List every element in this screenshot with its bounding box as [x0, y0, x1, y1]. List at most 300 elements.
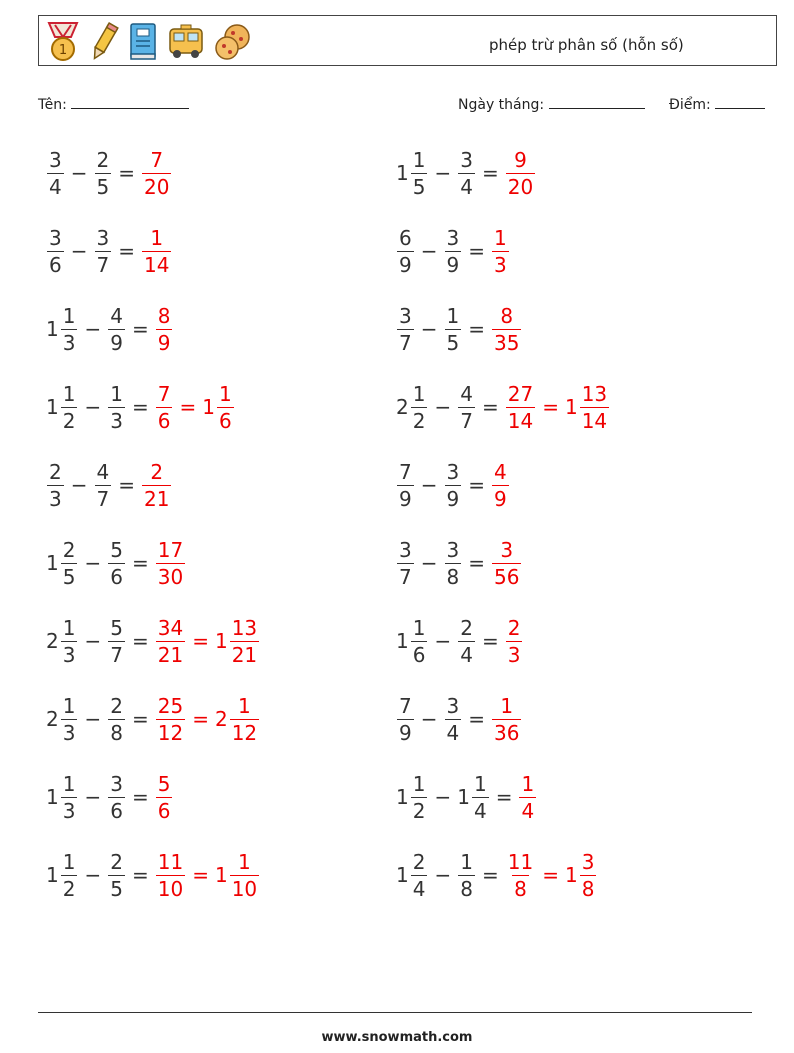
- fraction: [411, 615, 428, 667]
- name-blank[interactable]: [71, 94, 189, 109]
- fraction: [580, 849, 597, 901]
- numerator: 1: [62, 771, 76, 796]
- fraction: [458, 849, 475, 901]
- numerator: 1: [62, 849, 76, 874]
- denominator: 6: [49, 252, 62, 277]
- fraction: [458, 381, 475, 433]
- numerator: 2: [460, 615, 473, 640]
- answer: [505, 849, 598, 901]
- denominator: 30: [157, 564, 184, 589]
- fraction: [506, 147, 535, 199]
- fraction: [142, 459, 171, 511]
- equals-sign: =: [468, 317, 485, 341]
- numerator: 3: [399, 537, 412, 562]
- fraction: [458, 615, 475, 667]
- numerator: 2: [110, 693, 123, 718]
- numerator: 1: [460, 849, 473, 874]
- minus-sign: −: [420, 239, 438, 263]
- fraction: [108, 849, 125, 901]
- denominator: 7: [399, 330, 412, 355]
- numerator: 1: [150, 225, 164, 250]
- numerator: 1: [110, 381, 123, 406]
- denominator: 10: [157, 876, 184, 901]
- problem-row: [46, 299, 173, 359]
- denominator: 4: [446, 720, 460, 745]
- numerator: 3: [446, 225, 460, 250]
- denominator: 14: [581, 408, 608, 433]
- score-label: Điểm:: [669, 97, 711, 113]
- equals-sign: =: [468, 473, 485, 497]
- denominator: 5: [412, 174, 426, 199]
- denominator: 21: [157, 642, 184, 667]
- numerator: 5: [157, 771, 171, 796]
- numerator: 11: [507, 849, 534, 874]
- whole-number: 1: [564, 863, 578, 887]
- equals-sign: =: [118, 473, 135, 497]
- denominator: 14: [507, 408, 534, 433]
- whole-number: 1: [214, 629, 228, 653]
- denominator: 2: [62, 876, 76, 901]
- school-bus-icon: [167, 21, 205, 63]
- denominator: 14: [144, 252, 170, 277]
- problem-row: [396, 299, 522, 359]
- date-field[interactable]: [458, 94, 645, 113]
- fraction: [108, 615, 125, 667]
- fraction: [397, 303, 414, 355]
- problem-row: [46, 143, 172, 203]
- whole-number: 1: [202, 395, 215, 419]
- answer: [505, 615, 524, 667]
- problem-row: [46, 533, 186, 593]
- fraction: [445, 537, 462, 589]
- numerator: 2: [49, 459, 62, 484]
- fraction: [156, 537, 185, 589]
- minus-sign: −: [434, 863, 452, 887]
- book-icon: [127, 21, 159, 63]
- denominator: 3: [494, 252, 507, 277]
- problem-row: [396, 455, 510, 515]
- minus-sign: −: [84, 395, 102, 419]
- numerator: 3: [399, 303, 412, 328]
- fraction: [156, 771, 173, 823]
- fraction: [445, 225, 462, 277]
- fraction: [95, 147, 112, 199]
- numerator: 1: [238, 849, 251, 874]
- problem-row: [396, 767, 537, 827]
- answer: [155, 381, 235, 433]
- numerator: 7: [150, 147, 164, 172]
- numerator: 2: [150, 459, 164, 484]
- date-label: Ngày tháng:: [458, 97, 545, 113]
- answer: [155, 693, 260, 745]
- fraction: [156, 693, 185, 745]
- whole-number: 2: [214, 707, 228, 731]
- numerator: 1: [62, 303, 76, 328]
- name-field[interactable]: [38, 94, 189, 113]
- worksheet-title: phép trừ phân số (hỗn số): [489, 36, 684, 54]
- answer: [491, 459, 510, 511]
- fraction: [61, 537, 78, 589]
- fraction: [108, 381, 125, 433]
- equals-sign: =: [131, 317, 149, 341]
- equals-sign: =: [131, 707, 149, 731]
- fraction: [411, 849, 428, 901]
- answer: [505, 381, 610, 433]
- denominator: 9: [399, 252, 412, 277]
- minus-sign: −: [84, 317, 102, 341]
- equals-sign: =: [118, 161, 135, 185]
- whole-number: 2: [396, 395, 409, 419]
- equals-sign: =: [542, 395, 559, 419]
- denominator: 6: [110, 798, 123, 823]
- numerator: 5: [110, 615, 123, 640]
- denominator: 5: [62, 564, 76, 589]
- numerator: 4: [96, 459, 110, 484]
- fraction: [519, 771, 536, 823]
- equals-sign: =: [131, 863, 149, 887]
- denominator: 20: [144, 174, 170, 199]
- fraction: [61, 381, 78, 433]
- fraction: [492, 459, 509, 511]
- denominator: 8: [446, 564, 460, 589]
- denominator: 9: [494, 486, 507, 511]
- denominator: 7: [399, 564, 412, 589]
- fraction: [142, 147, 171, 199]
- fraction: [61, 693, 78, 745]
- whole-number: 1: [396, 785, 409, 809]
- denominator: 7: [110, 642, 123, 667]
- equals-sign: =: [481, 395, 499, 419]
- whole-number: 1: [46, 551, 59, 575]
- numerator: 2: [62, 537, 76, 562]
- answer: [491, 225, 510, 277]
- minus-sign: −: [84, 707, 102, 731]
- equals-sign: =: [468, 239, 485, 263]
- problem-row: [396, 533, 522, 593]
- denominator: 35: [494, 330, 520, 355]
- fraction: [108, 693, 125, 745]
- numerator: 9: [514, 147, 527, 172]
- numerator: 3: [110, 771, 123, 796]
- denominator: 3: [507, 642, 521, 667]
- numerator: 13: [581, 381, 608, 406]
- numerator: 1: [446, 303, 460, 328]
- score-blank[interactable]: [715, 94, 765, 109]
- denominator: 8: [514, 876, 527, 901]
- denominator: 4: [412, 876, 426, 901]
- minus-sign: −: [84, 785, 102, 809]
- denominator: 6: [412, 642, 426, 667]
- answer: [141, 459, 172, 511]
- denominator: 10: [231, 876, 258, 901]
- denominator: 6: [218, 408, 232, 433]
- denominator: 6: [157, 408, 171, 433]
- problem-row: [46, 455, 172, 515]
- icon-strip: [45, 20, 253, 64]
- numerator: 1: [494, 225, 507, 250]
- fraction: [108, 537, 125, 589]
- fraction: [411, 771, 428, 823]
- fraction: [230, 693, 259, 745]
- fraction: [506, 849, 535, 901]
- numerator: 1: [62, 615, 76, 640]
- fraction: [492, 225, 509, 277]
- problem-row: [46, 689, 260, 749]
- denominator: 9: [446, 252, 460, 277]
- numerator: 1: [412, 381, 426, 406]
- denominator: 12: [231, 720, 258, 745]
- numerator: 3: [49, 147, 62, 172]
- denominator: 8: [460, 876, 473, 901]
- numerator: 27: [507, 381, 534, 406]
- minus-sign: −: [70, 239, 88, 263]
- equals-sign: =: [481, 161, 499, 185]
- score-field[interactable]: [669, 94, 765, 113]
- minus-sign: −: [434, 629, 452, 653]
- fraction: [230, 615, 259, 667]
- numerator: 1: [62, 693, 76, 718]
- fraction: [492, 537, 521, 589]
- whole-number: 1: [46, 317, 59, 341]
- whole-number: 2: [46, 707, 59, 731]
- denominator: 5: [96, 174, 110, 199]
- denominator: 36: [494, 720, 520, 745]
- denominator: 3: [62, 642, 76, 667]
- numerator: 3: [49, 225, 62, 250]
- denominator: 21: [231, 642, 258, 667]
- fraction: [445, 303, 462, 355]
- whole-number: 1: [214, 863, 228, 887]
- numerator: 7: [157, 381, 171, 406]
- problem-row: [396, 611, 523, 671]
- fraction: [458, 147, 475, 199]
- answer: [505, 147, 536, 199]
- numerator: 2: [507, 615, 521, 640]
- equals-sign: =: [131, 785, 149, 809]
- denominator: 9: [399, 720, 412, 745]
- denominator: 6: [157, 798, 171, 823]
- problem-row: [396, 689, 522, 749]
- minus-sign: −: [434, 785, 452, 809]
- numerator: 6: [399, 225, 412, 250]
- equals-sign: =: [131, 395, 149, 419]
- equals-sign: =: [542, 863, 559, 887]
- denominator: 20: [507, 174, 534, 199]
- fraction: [108, 771, 125, 823]
- equals-sign: =: [118, 239, 135, 263]
- problem-row: [46, 221, 172, 281]
- fraction: [411, 147, 428, 199]
- numerator: 13: [231, 615, 258, 640]
- numerator: 7: [399, 693, 412, 718]
- equals-sign: =: [192, 863, 209, 887]
- whole-number: 1: [46, 785, 59, 809]
- whole-number: 1: [396, 863, 409, 887]
- fraction: [411, 381, 428, 433]
- minus-sign: −: [420, 551, 438, 575]
- problem-row: [396, 143, 536, 203]
- fraction: [397, 537, 414, 589]
- numerator: 5: [110, 537, 123, 562]
- denominator: 8: [581, 876, 595, 901]
- fraction: [156, 303, 173, 355]
- numerator: 4: [110, 303, 123, 328]
- fraction: [506, 381, 535, 433]
- denominator: 3: [49, 486, 62, 511]
- equals-sign: =: [468, 551, 485, 575]
- fraction: [156, 615, 185, 667]
- denominator: 3: [62, 330, 76, 355]
- fraction: [445, 693, 462, 745]
- denominator: 9: [157, 330, 171, 355]
- fraction: [61, 303, 78, 355]
- answer: [491, 537, 522, 589]
- numerator: 1: [218, 381, 232, 406]
- numerator: 3: [96, 225, 110, 250]
- denominator: 4: [460, 642, 473, 667]
- denominator: 8: [110, 720, 123, 745]
- answer: [141, 147, 172, 199]
- minus-sign: −: [70, 161, 88, 185]
- denominator: 12: [157, 720, 184, 745]
- denominator: 21: [144, 486, 170, 511]
- problem-row: [396, 845, 597, 905]
- cookie-icon: [213, 21, 253, 63]
- denominator: 7: [96, 252, 110, 277]
- footer-url: www.snowmath.com: [321, 1030, 473, 1045]
- numerator: 7: [399, 459, 412, 484]
- denominator: 2: [412, 798, 426, 823]
- denominator: 9: [110, 330, 123, 355]
- medal-icon: [45, 21, 81, 63]
- denominator: 2: [412, 408, 426, 433]
- minus-sign: −: [434, 395, 452, 419]
- minus-sign: −: [420, 473, 438, 497]
- numerator: 2: [96, 147, 110, 172]
- fraction: [61, 771, 78, 823]
- numerator: 1: [500, 693, 514, 718]
- denominator: 6: [110, 564, 123, 589]
- answer: [155, 849, 260, 901]
- denominator: 4: [49, 174, 62, 199]
- answer: [155, 537, 186, 589]
- footer-divider: [38, 1012, 752, 1013]
- fraction: [95, 225, 112, 277]
- fraction: [61, 849, 78, 901]
- numerator: 3: [500, 537, 514, 562]
- problem-row: [396, 221, 510, 281]
- answer: [155, 303, 174, 355]
- problem-row: [46, 377, 235, 437]
- numerator: 11: [157, 849, 184, 874]
- minus-sign: −: [420, 317, 438, 341]
- answer: [155, 615, 260, 667]
- fraction: [230, 849, 259, 901]
- equals-sign: =: [131, 629, 149, 653]
- denominator: 56: [494, 564, 520, 589]
- fraction: [397, 693, 414, 745]
- denominator: 3: [62, 798, 76, 823]
- problem-row: [46, 767, 173, 827]
- denominator: 7: [460, 408, 473, 433]
- fraction: [95, 459, 112, 511]
- name-label: Tên:: [38, 97, 67, 113]
- answer: [491, 693, 522, 745]
- denominator: 9: [399, 486, 412, 511]
- numerator: 2: [110, 849, 123, 874]
- minus-sign: −: [420, 707, 438, 731]
- date-blank[interactable]: [549, 94, 645, 109]
- denominator: 2: [62, 408, 76, 433]
- fraction: [108, 303, 125, 355]
- numerator: 1: [473, 771, 487, 796]
- denominator: 4: [521, 798, 535, 823]
- equals-sign: =: [192, 629, 209, 653]
- fraction: [47, 225, 64, 277]
- fraction: [492, 693, 521, 745]
- svg-text:1: 1: [58, 43, 68, 58]
- denominator: 4: [460, 174, 473, 199]
- equals-sign: =: [481, 629, 499, 653]
- answer: [518, 771, 537, 823]
- numerator: 4: [494, 459, 507, 484]
- whole-number: 1: [46, 863, 59, 887]
- numerator: 1: [412, 147, 426, 172]
- answer: [491, 303, 522, 355]
- numerator: 1: [412, 771, 426, 796]
- numerator: 1: [62, 381, 76, 406]
- numerator: 1: [521, 771, 535, 796]
- fraction: [492, 303, 521, 355]
- whole-number: 1: [457, 785, 470, 809]
- denominator: 4: [473, 798, 487, 823]
- numerator: 4: [460, 381, 473, 406]
- denominator: 3: [62, 720, 76, 745]
- numerator: 8: [500, 303, 514, 328]
- minus-sign: −: [84, 551, 102, 575]
- minus-sign: −: [84, 629, 102, 653]
- denominator: 9: [446, 486, 460, 511]
- problem-row: [396, 377, 610, 437]
- fraction: [217, 381, 234, 433]
- equals-sign: =: [131, 551, 149, 575]
- minus-sign: −: [434, 161, 452, 185]
- whole-number: 1: [396, 629, 409, 653]
- equals-sign: =: [495, 785, 513, 809]
- whole-number: 1: [396, 161, 409, 185]
- fraction: [506, 615, 523, 667]
- problem-row: [46, 845, 260, 905]
- numerator: 3: [581, 849, 595, 874]
- fraction: [580, 381, 609, 433]
- minus-sign: −: [84, 863, 102, 887]
- whole-number: 2: [46, 629, 59, 653]
- denominator: 5: [110, 876, 123, 901]
- equals-sign: =: [179, 395, 197, 419]
- numerator: 2: [412, 849, 426, 874]
- denominator: 5: [446, 330, 460, 355]
- denominator: 7: [96, 486, 110, 511]
- numerator: 17: [157, 537, 184, 562]
- answer: [155, 771, 174, 823]
- header-box: [38, 15, 777, 66]
- fraction: [156, 381, 173, 433]
- fraction: [156, 849, 185, 901]
- numerator: 1: [238, 693, 251, 718]
- numerator: 1: [412, 615, 426, 640]
- numerator: 8: [157, 303, 171, 328]
- fraction: [397, 459, 414, 511]
